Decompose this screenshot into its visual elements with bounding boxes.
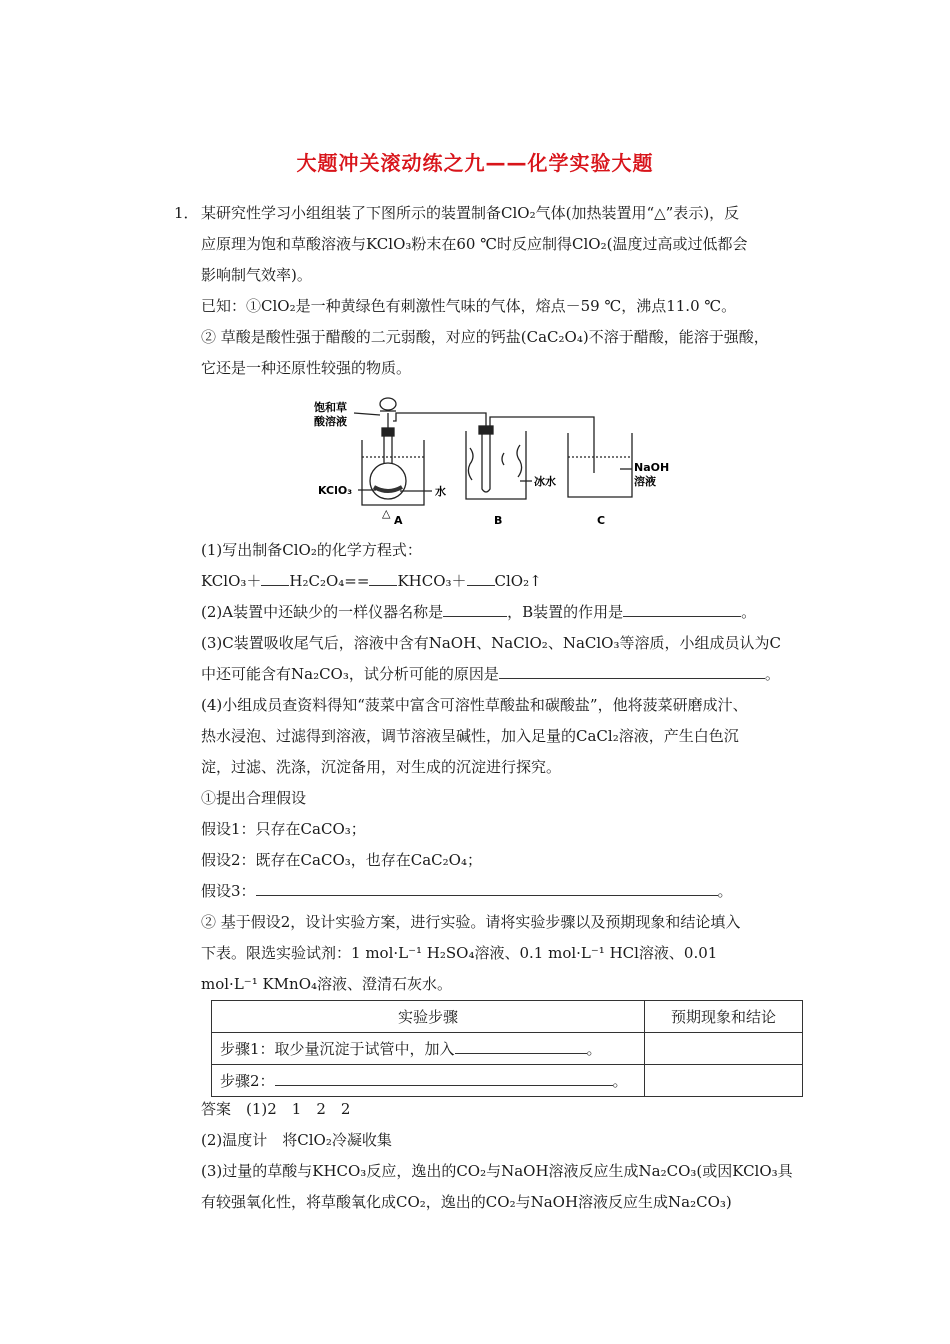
sub2-end: 。 (741, 603, 757, 621)
hyp3-blank[interactable] (256, 881, 718, 896)
label-c: C (597, 514, 606, 527)
label-water: 水 (435, 485, 446, 498)
sub3-blank[interactable] (499, 664, 765, 679)
intro-line-3: 影响制气效率)。 (201, 266, 312, 284)
label-heat: △ (382, 507, 391, 520)
eq-blank-3[interactable] (467, 571, 495, 586)
answer-3-line-2: 有较强氧化性，将草酸氧化成CO₂，逸出的CO₂与NaOH溶液反应生成Na₂CO₃) (201, 1193, 732, 1211)
step-2-end: 。 (612, 1072, 628, 1090)
label-ice-water: 冰水 (534, 475, 556, 488)
eq-h2c2o4: H₂C₂O₄== (289, 572, 370, 590)
known-2-line-2: 它还是一种还原性较强的物质。 (201, 359, 412, 377)
known-1: 已知：①ClO₂是一种黄绿色有刺激性气味的气体，熔点－59 ℃，沸点11.0 ℃。 (201, 297, 737, 315)
sub4-line-2: 热水浸泡、过滤得到溶液，调节溶液呈碱性，加入足量的CaCl₂溶液，产生白色沉 (201, 727, 739, 745)
step-1-blank[interactable] (455, 1039, 587, 1054)
sub3-line-2 (201, 664, 780, 684)
table-row (212, 1065, 803, 1097)
page-title: 大题冲关滚动练之九——化学实验大题 (296, 151, 654, 175)
eq-kclo3: KClO₃＋ (201, 572, 262, 590)
label-naoh-2: 溶液 (634, 475, 656, 488)
hypothesis-3 (201, 881, 733, 901)
hypothesis-title: ①提出合理假设 (201, 789, 307, 807)
design-line-3: mol·L⁻¹ KMnO₄溶液、澄清石灰水。 (201, 975, 453, 993)
table-row (212, 1033, 803, 1065)
answer-2: (2)温度计 将ClO₂冷凝收集 (201, 1131, 392, 1149)
label-naoh-1: NaOH (634, 461, 670, 474)
apparatus-figure (314, 393, 684, 533)
label-oxalic-1: 饱和草 (314, 401, 347, 414)
sub3-text: 中还可能含有Na₂CO₃，试分析可能的原因是 (201, 665, 499, 683)
eq-khco3: KHCO₃＋ (397, 572, 467, 590)
label-oxalic-2: 酸溶液 (314, 415, 347, 428)
design-line-1: ② 基于假设2，设计实验方案，进行实验。请将实验步骤以及预期现象和结论填入 (201, 913, 741, 931)
header-results: 预期现象和结论 (645, 1001, 803, 1033)
step-1-end: 。 (586, 1040, 602, 1058)
answer-3-line-1: (3)过量的草酸与KHCO₃反应，逸出的CO₂与NaOH溶液反应生成Na₂CO₃(或因KClO₃具 (201, 1162, 793, 1180)
eq-clo2: ClO₂↑ (494, 572, 542, 590)
table-header-row (212, 1001, 803, 1033)
hyp3-end: 。 (717, 882, 733, 900)
intro-line-2: 应原理为饱和草酸溶液与KClO₃粉末在60 ℃时反应制得ClO₂(温度过高或过低都会 (201, 235, 748, 253)
sub1-equation (201, 571, 542, 591)
answer-1: 答案 (1)2 1 2 2 (201, 1100, 351, 1118)
step-2-cell (212, 1065, 645, 1097)
sub1-prompt: (1)写出制备ClO₂的化学方程式： (201, 541, 422, 559)
label-a: A (394, 514, 403, 527)
step-2-text: 步骤2： (220, 1072, 275, 1090)
sub4-line-1: (4)小组成员查资料得知“菠菜中富含可溶性草酸盐和碳酸盐”，他将菠菜研磨成汁、 (201, 696, 748, 714)
sub2-text-a: (2)A装置中还缺少的一样仪器名称是 (201, 603, 444, 621)
known-2-line-1: ② 草酸是酸性强于醋酸的二元弱酸，对应的钙盐(CaC₂O₄)不溶于醋酸，能溶于强酸， (201, 328, 769, 346)
step-1-result-cell[interactable] (645, 1033, 803, 1065)
eq-blank-2[interactable] (369, 571, 397, 586)
step-2-result-cell[interactable] (645, 1065, 803, 1097)
sub2 (201, 602, 756, 622)
hypothesis-2: 假设2：既存在CaCO₃，也存在CaC₂O₄； (201, 851, 482, 869)
sub4-line-3: 淀，过滤、洗涤，沉淀备用，对生成的沉淀进行探究。 (201, 758, 562, 776)
sub3-end: 。 (764, 665, 780, 683)
sub3-line-1: (3)C装置吸收尾气后，溶液中含有NaOH、NaClO₂、NaClO₃等溶质，小组成员认为C (201, 634, 781, 652)
step-2-blank[interactable] (275, 1071, 613, 1086)
sub2-text-b: ，B装置的作用是 (507, 603, 624, 621)
intro-line-1: 某研究性学习小组组装了下图所示的装置制备ClO₂气体(加热装置用“△”表示)，反 (201, 204, 740, 222)
header-steps: 实验步骤 (212, 1001, 645, 1033)
eq-blank-1[interactable] (261, 571, 289, 586)
label-b: B (494, 514, 503, 527)
experiment-table (211, 1000, 803, 1097)
step-1-cell (212, 1033, 645, 1065)
hyp3-label: 假设3： (201, 882, 256, 900)
sub2-blank-2[interactable] (623, 602, 741, 617)
question-number: 1． (174, 204, 199, 222)
label-kclo3: KClO₃ (318, 484, 353, 497)
design-line-2: 下表。限选实验试剂：1 mol·L⁻¹ H₂SO₄溶液、0.1 mol·L⁻¹ HCl溶液、0.01 (201, 944, 718, 962)
hypothesis-1: 假设1：只存在CaCO₃； (201, 820, 366, 838)
step-1-text: 步骤1：取少量沉淀于试管中，加入 (220, 1040, 455, 1058)
sub2-blank-1[interactable] (443, 602, 507, 617)
